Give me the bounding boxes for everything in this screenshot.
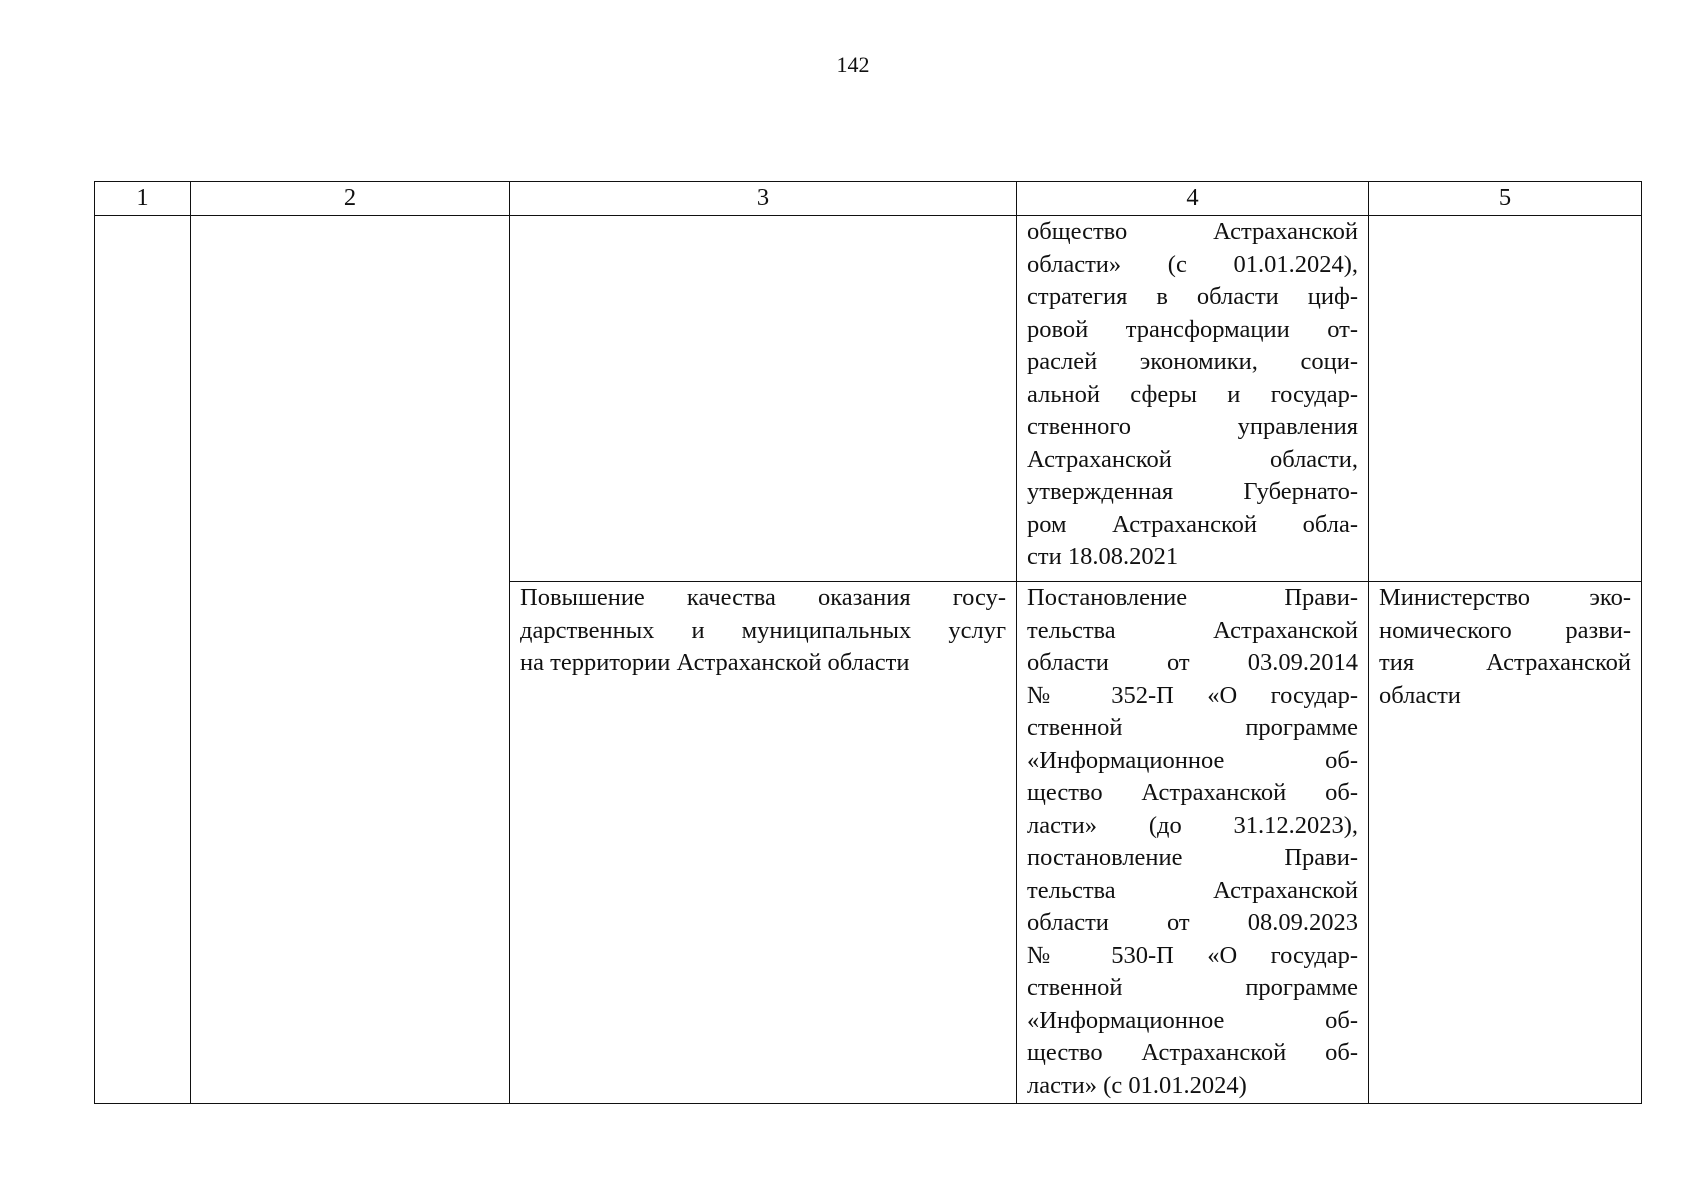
table-header-row xyxy=(95,182,1642,216)
table-cell-col5-continued xyxy=(1369,216,1642,582)
text-line: ственного управления xyxy=(1027,413,1358,440)
document-table xyxy=(94,181,1642,1104)
text-line: № 530-П «О государ- xyxy=(1027,941,1358,969)
text-line: области от 08.09.2023 xyxy=(1027,909,1358,936)
text-line: ровой трансформации от- xyxy=(1027,315,1358,343)
text-line: области от 03.09.2014 xyxy=(1027,649,1358,676)
text-line: ственной программе xyxy=(1027,714,1358,741)
text-line: тельства Астраханской xyxy=(1027,876,1358,904)
table-cell-legal-basis xyxy=(1017,582,1369,1104)
text-line: ласти» (с 01.01.2024) xyxy=(1027,1071,1247,1099)
table-cell-col2 xyxy=(191,216,510,1104)
text-line: щество Астраханской об- xyxy=(1027,1039,1358,1066)
text-line: постановление Прави- xyxy=(1027,844,1358,871)
text-line: «Информационное об- xyxy=(1027,746,1358,774)
table-row xyxy=(95,216,1642,582)
text-line: Постановление Прави- xyxy=(1027,584,1358,611)
text-line: на территории Астраханской области xyxy=(520,649,910,676)
table-cell-goal xyxy=(510,582,1017,1104)
text-line: «Информационное об- xyxy=(1027,1006,1358,1034)
text-line: номического разви- xyxy=(1379,616,1631,644)
text-line: № 352-П «О государ- xyxy=(1027,681,1358,709)
text-line: утвержденная Губернато- xyxy=(1027,478,1358,505)
table-cell-col1 xyxy=(95,216,191,1104)
page-number: 142 xyxy=(836,52,870,77)
text-line: дарственных и муниципальных услуг xyxy=(520,616,1006,644)
column-header-5: 5 xyxy=(1369,182,1642,216)
column-header-1: 1 xyxy=(95,182,191,216)
text-line: Министерство эко- xyxy=(1379,584,1631,611)
text-line: ласти» (до 31.12.2023), xyxy=(1027,811,1358,839)
text-line: альной сферы и государ- xyxy=(1027,380,1358,408)
text-line: тия Астраханской xyxy=(1379,649,1631,676)
text-line: тельства Астраханской xyxy=(1027,616,1358,644)
text-line: общество Астраханской xyxy=(1027,218,1358,245)
column-header-3: 3 xyxy=(510,182,1017,216)
text-line: области» (с 01.01.2024), xyxy=(1027,250,1358,278)
text-line: области xyxy=(1379,681,1461,709)
text-line: ром Астраханской обла- xyxy=(1027,510,1358,538)
table-cell-document-reference xyxy=(1017,216,1369,582)
text-line: сти 18.08.2021 xyxy=(1027,543,1179,570)
column-header-2: 2 xyxy=(191,182,510,216)
text-line: Астраханской области, xyxy=(1027,445,1358,473)
table-cell-responsible xyxy=(1369,582,1642,1104)
text-line: стратегия в области циф- xyxy=(1027,283,1358,310)
text-line: раслей экономики, соци- xyxy=(1027,348,1358,375)
text-line: Повышение качества оказания госу- xyxy=(520,584,1006,611)
text-line: щество Астраханской об- xyxy=(1027,779,1358,806)
table-cell-col3-continued xyxy=(510,216,1017,582)
text-line: ственной программе xyxy=(1027,974,1358,1001)
column-header-4: 4 xyxy=(1017,182,1369,216)
